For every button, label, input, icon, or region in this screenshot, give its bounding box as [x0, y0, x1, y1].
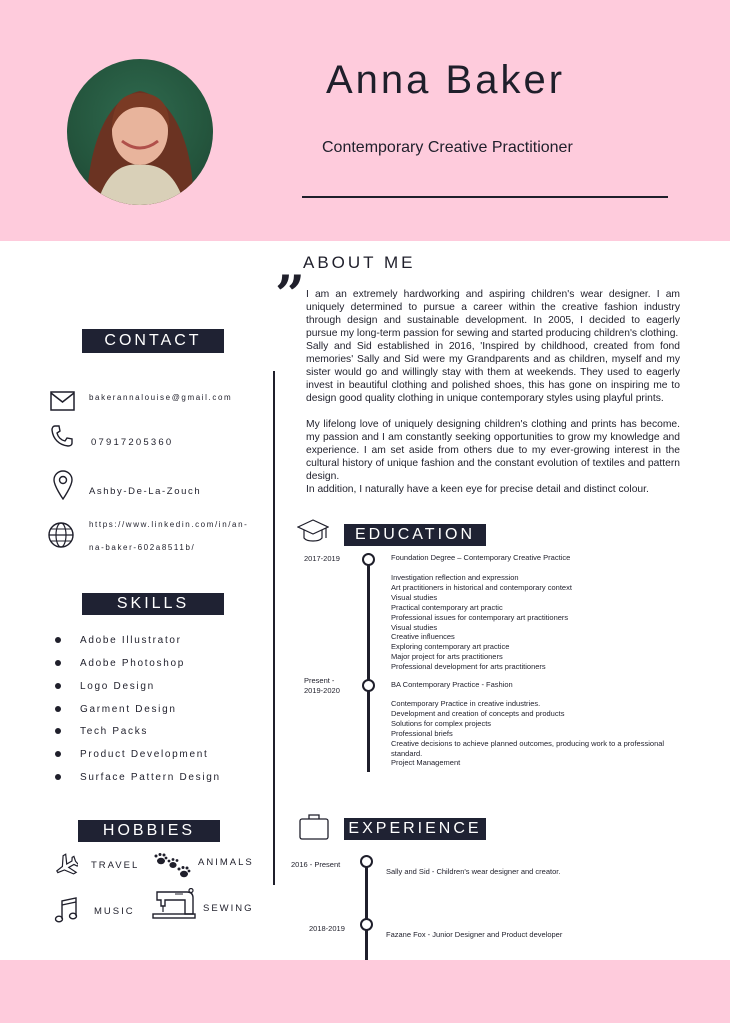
education-heading: EDUCATION: [344, 524, 486, 546]
about-paragraph: My lifelong love of uniquely designing children's clothing and prints has become. my passion and I am constantly seeking opportunities to grow my knowledge and experience. I am set aside from others due to my ever-growing interest in the cultural history of unique fashion and the constant evolution of textiles and pattern design.: [306, 419, 680, 482]
bullet-icon: [55, 728, 61, 734]
hobbies-heading: HOBBIES: [78, 820, 220, 842]
hobby-sewing: SEWING: [203, 903, 254, 914]
detail-line: Art practitioners in historical and contemporary context: [391, 582, 572, 592]
email-text[interactable]: bakerannalouise@gmail.com: [89, 393, 233, 402]
linkedin-link[interactable]: https://www.linkedin.com/in/an-: [89, 520, 249, 529]
detail-line: Development and creation of concepts and products: [391, 708, 565, 718]
skill-item: Logo Design: [80, 681, 155, 692]
detail-line: Professional development for arts practitioners: [391, 662, 546, 672]
detail-line: Investigation reflection and expression: [391, 573, 519, 582]
education-timeline: [367, 560, 370, 772]
music-note-icon: [54, 897, 78, 930]
detail-line: Creative decisions to achieve planned outcomes, producing work to a professional: [391, 738, 665, 748]
location-text: Ashby-De-La-Zouch: [89, 486, 202, 497]
detail-line: Major project for arts practitioners: [391, 652, 503, 662]
skill-item: Product Development: [80, 749, 209, 760]
experience-timeline: [365, 862, 368, 960]
experience-date: 2018-2019: [309, 924, 345, 933]
airplane-icon: [52, 852, 78, 883]
bullet-icon: [55, 751, 61, 757]
hobby-travel: TRAVEL: [91, 860, 140, 871]
education-details: [391, 573, 572, 672]
graduation-cap-icon: [297, 518, 329, 551]
sewing-machine-icon: [151, 888, 197, 925]
detail-line: Exploring contemporary art practice: [391, 642, 510, 652]
detail-line: Project Management: [391, 758, 461, 768]
detail-line: Creative influences: [391, 632, 455, 642]
skill-item: Garment Design: [80, 704, 177, 715]
timeline-marker: [362, 679, 375, 692]
skill-item: Tech Packs: [80, 726, 149, 737]
detail-line: Solutions for complex projects: [391, 718, 492, 728]
about-text: [306, 288, 680, 496]
about-paragraph: I am an extremely hardworking and aspiring children's wear designer. I am uniquely determined to pursue a career within the creative fashion industry through design and sustainable development. In 2005, I decided to eagerly pursue my long-term passion for sewing and started producing children's clothing.: [306, 289, 680, 339]
about-heading: ABOUT ME: [303, 253, 416, 272]
title-underline: [302, 196, 668, 198]
person-name: Anna Baker: [326, 58, 566, 102]
detail-line: Professional briefs: [391, 728, 453, 738]
about-paragraph: In addition, I naturally have a keen eye for precise detail and distinct colour.: [306, 484, 649, 495]
skills-heading: SKILLS: [82, 593, 224, 615]
bullet-icon: [55, 706, 61, 712]
detail-line: Professional issues for contemporary art practitioners: [391, 612, 569, 622]
quote-icon: ”: [275, 265, 305, 326]
education-title: BA Contemporary Practice - Fashion: [391, 680, 513, 689]
education-title: Foundation Degree – Contemporary Creative Practice: [391, 553, 571, 562]
hobby-music: MUSIC: [94, 906, 135, 917]
job-title: Contemporary Creative Practitioner: [322, 139, 573, 156]
bullet-icon: [55, 683, 61, 689]
email-icon: [50, 391, 75, 416]
footer-band: [0, 960, 730, 1023]
education-date: 2017-2019: [304, 554, 340, 563]
contact-heading: CONTACT: [82, 329, 224, 353]
timeline-marker: [360, 918, 373, 931]
paw-prints-icon: [153, 853, 193, 886]
briefcase-icon: [299, 812, 329, 845]
bullet-icon: [55, 660, 61, 666]
globe-icon: [47, 521, 75, 554]
detail-line: Visual studies: [391, 592, 438, 602]
detail-line: standard.: [391, 748, 423, 758]
location-pin-icon: [53, 470, 73, 505]
phone-icon: [50, 424, 74, 453]
experience-heading: EXPERIENCE: [344, 818, 486, 840]
phone-text[interactable]: 07917205360: [91, 437, 174, 448]
skill-item: Surface Pattern Design: [80, 772, 221, 783]
detail-line: Practical contemporary art practic: [391, 602, 503, 612]
skill-item: Adobe Illustrator: [80, 635, 182, 646]
hobby-animals: ANIMALS: [198, 857, 254, 868]
experience-date: 2016 - Present: [291, 860, 341, 869]
column-divider: [273, 371, 275, 885]
education-date: Present -: [304, 676, 335, 685]
timeline-marker: [360, 855, 373, 868]
education-details: [391, 699, 664, 768]
education-date: 2019-2020: [304, 686, 340, 695]
about-paragraph: Sally and Sid established in 2016, 'Inspired by childhood, created from fond memories' Sally and Sid were my Grandparents and as children, myself and my sister would go and willingly stay with them at weekends. They used to eagerly invest in beautiful clothing and polished shoes, this has gone on inspiring me to design good quality clothing in unique contemporary styles using playful prints.: [306, 341, 680, 404]
detail-line: Contemporary Practice in creative industries.: [391, 699, 541, 708]
profile-photo: [67, 59, 213, 205]
experience-title: Sally and Sid - Children's wear designer and creator.: [386, 867, 561, 876]
experience-title: Fazane Fox - Junior Designer and Product developer: [386, 930, 563, 939]
timeline-marker: [362, 553, 375, 566]
bullet-icon: [55, 637, 61, 643]
bullet-icon: [55, 774, 61, 780]
linkedin-link-cont[interactable]: na-baker-602a8511b/: [89, 543, 196, 552]
detail-line: Visual studies: [391, 622, 438, 632]
skill-item: Adobe Photoshop: [80, 658, 186, 669]
